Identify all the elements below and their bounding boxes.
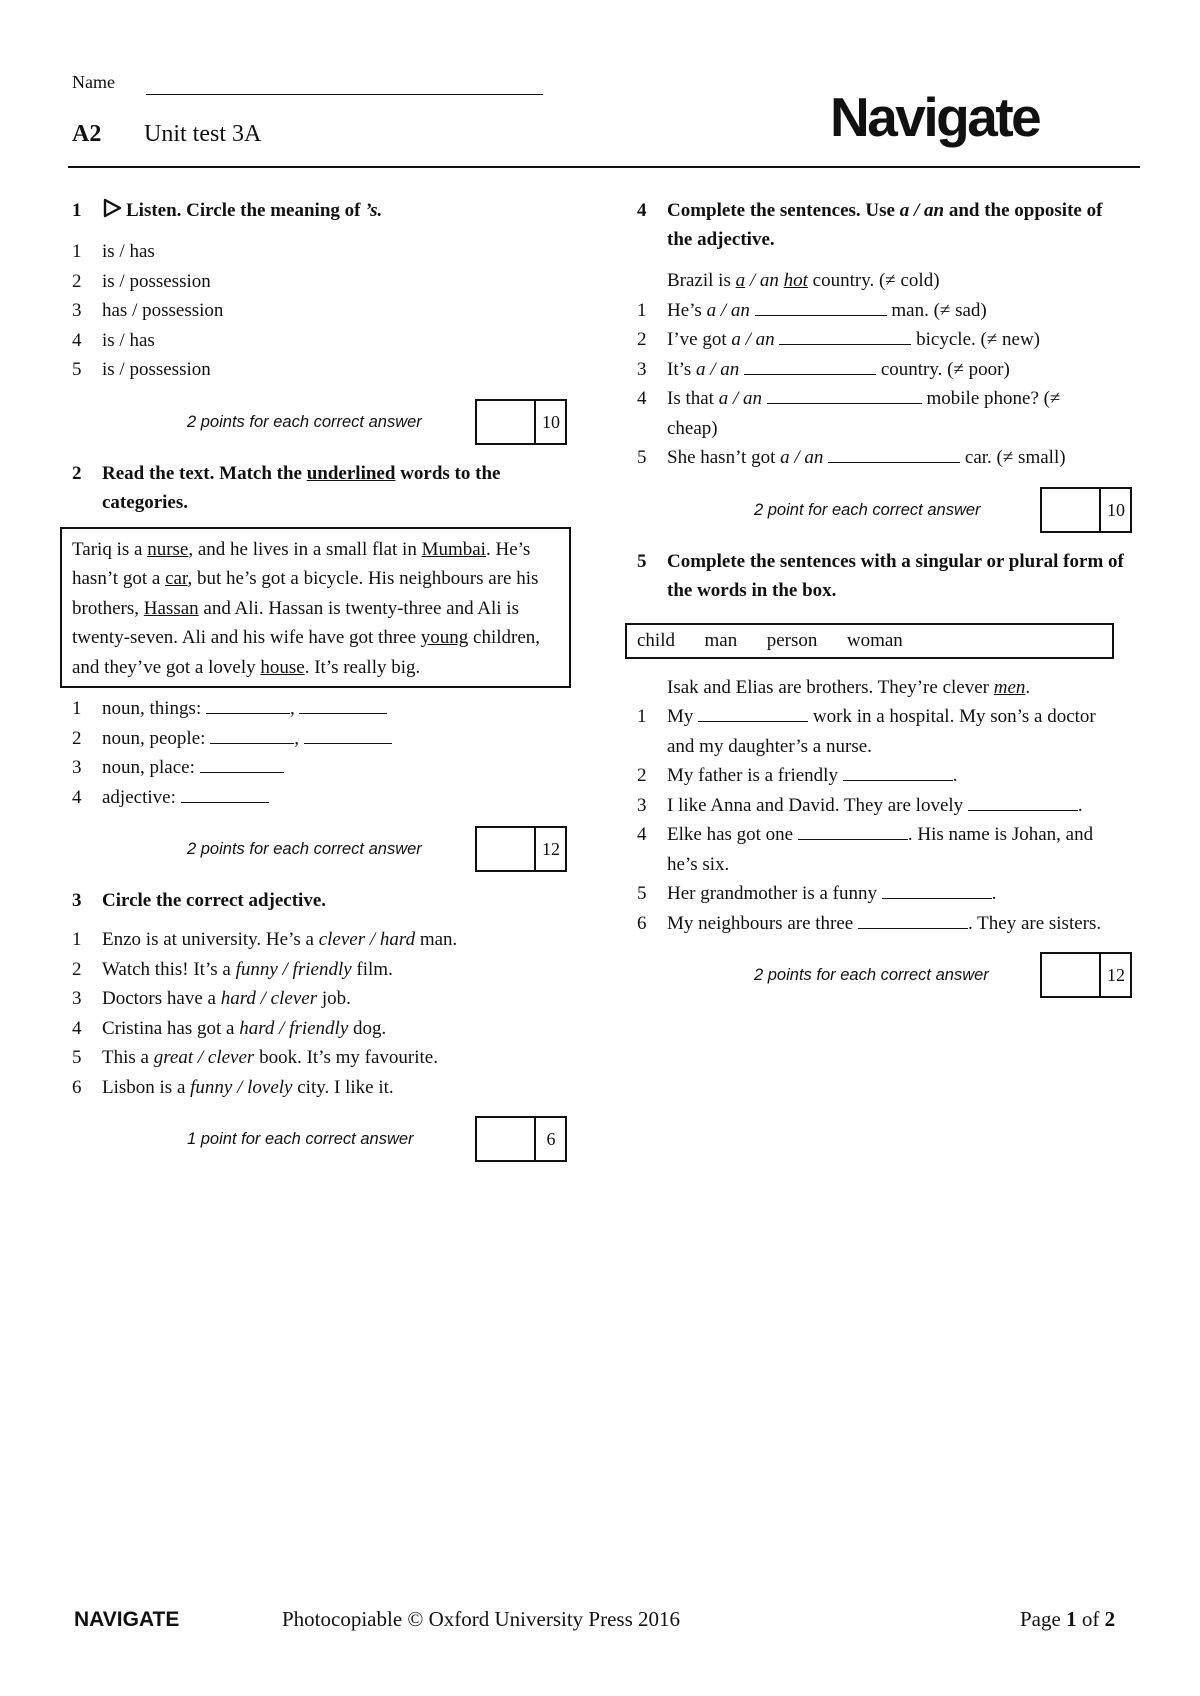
play-audio-icon[interactable] [102,198,122,227]
answer-choice[interactable]: funny / lovely [190,1076,293,1098]
list-item: 4 adjective: [72,783,572,813]
list-item: 5 She hasn’t got a / an car. (≠ small) [637,443,1137,473]
list-item[interactable]: 3 has / possession [72,300,224,321]
list-item: 4 Is that a / an mobile phone? (≠ cheap) [637,384,1097,443]
score-row [72,1116,572,1166]
answer-blank[interactable] [968,792,1078,811]
score-row [72,399,572,449]
score-row [72,826,572,876]
question-2 [72,459,572,877]
list-item: 3 I like Anna and David. They are lovely . [637,791,1107,821]
list-item: 5 This a great / clever book. It’s my favourite. [72,1047,438,1068]
list-item: 1 noun, things: , [72,694,572,724]
question-2-items [72,694,572,812]
list-item: 1 My work in a hospital. My son’s a doctor and my daughter’s a nurse. [637,702,1107,761]
answer-choice[interactable]: hard / clever [220,988,318,1009]
list-item: 6 Lisbon is a funny / lovely city. I like it. [72,1076,394,1098]
test-title: Unit test 3A [144,121,262,147]
question-3 [72,886,572,1166]
question-4-instruction: 4 Complete the sentences. Use a / an and the opposite of the adjective. [637,200,1103,250]
list-item[interactable]: 5 is / possession [72,359,211,380]
answer-blank[interactable] [299,695,387,714]
list-item: 2 My father is a friendly . [637,761,1107,791]
list-item: 2 I’ve got a / an bicycle. (≠ new) [637,325,1137,355]
score-label: 1 point for each correct answer [187,1130,414,1148]
example-sentence: Isak and Elias are brothers. They’re clever men. [667,676,1031,698]
question-1-items [72,237,572,385]
left-column [72,196,572,1166]
score-total: 10 [542,411,560,432]
answer-blank[interactable] [798,821,908,840]
question-1-instruction: 1 Listen. Circle the meaning of ’s. [72,196,572,227]
list-item: 3 noun, place: [72,753,572,783]
answer-blank[interactable] [779,326,911,345]
list-item: 3 It’s a / an country. (≠ poor) [637,355,1137,385]
score-label: 2 points for each correct answer [754,966,989,984]
example-sentence: Brazil is a / an hot country. (≠ cold) [667,270,940,291]
question-5-instruction: 5 Complete the sentences with a singular or plural form of the words in the box. [637,550,1124,601]
name-line[interactable] [146,94,543,95]
right-column [637,196,1137,1002]
footer-brand: NAVIGATE [74,1608,180,1631]
brand-logo: Navigate [830,86,1040,148]
question-4-items [637,296,1137,473]
list-item: 1 He’s a / an man. (≠ sad) [637,296,1137,326]
footer-copyright: Photocopiable © Oxford University Press 2016 [282,1607,680,1631]
answer-blank[interactable] [200,754,284,773]
answer-blank[interactable] [843,762,953,781]
answer-blank[interactable] [210,725,294,744]
score-row [637,487,1137,537]
score-label: 2 point for each correct answer [754,500,981,519]
word-box: child man person woman [625,623,1114,659]
name-label: Name [72,72,115,92]
question-number: 1 [72,200,82,221]
score-total: 10 [1107,499,1125,520]
list-item: 1 Enzo is at university. He’s a clever / hard man. [72,929,458,950]
question-1 [72,196,572,449]
list-item: 6 My neighbours are three . They are sisters. [637,909,1107,939]
question-3-items [72,925,572,1102]
level-label: A2 [72,121,102,147]
score-total: 12 [542,839,560,859]
list-item: 4 Elke has got one . His name is Johan, and he’s six. [637,820,1107,879]
score-row [637,952,1137,1002]
question-2-instruction: 2 Read the text. Match the underlined words to the categories. [72,462,501,513]
list-item[interactable]: 4 is / has [72,329,155,351]
answer-blank[interactable] [755,297,887,316]
score-total: 6 [546,1129,556,1149]
answer-blank[interactable] [744,356,876,375]
score-box[interactable] [475,826,567,872]
answer-blank[interactable] [181,784,269,803]
score-box[interactable] [475,1116,567,1162]
score-label: 2 points for each correct answer [187,412,422,431]
score-box[interactable] [1040,952,1132,998]
answer-blank[interactable] [206,695,290,714]
list-item: 5 Her grandmother is a funny . [637,879,1107,909]
list-item: 2 noun, people: , [72,724,572,754]
question-4 [637,196,1137,537]
answer-choice[interactable]: a / an [731,329,775,350]
answer-choice[interactable]: great / clever [153,1047,255,1068]
score-box[interactable] [1040,487,1132,533]
list-item: 2 Watch this! It’s a funny / friendly film. [72,958,393,980]
question-3-instruction: 3 Circle the correct adjective. [72,890,327,911]
score-total: 12 [1107,965,1125,985]
score-label: 2 points for each correct answer [187,840,422,858]
list-item[interactable]: 1 is / has [72,241,155,262]
list-item: 4 Cristina has got a hard / friendly dog. [72,1017,387,1039]
question-5-items [637,702,1107,938]
page-number: Page 1 of 2 [1020,1607,1116,1631]
answer-choice[interactable]: hard / friendly [239,1017,349,1039]
question-5 [637,547,1137,1003]
list-item[interactable]: 2 is / possession [72,270,211,292]
reading-passage: Tariq is a nurse, and he lives in a small flat in Mumbai. He’s hasn’t got a car, but he’s got a bicycle. His neighbours are his brothers, Hassan and Ali. Hassan is twenty-three and Ali is twenty-seven. Ali and his wife have got three young children, and they’ve got a lovely house. It’s really big. [60,527,571,689]
list-item: 3 Doctors have a hard / clever job. [72,988,351,1009]
answer-blank[interactable] [882,880,992,899]
answer-choice[interactable]: clever / hard [318,929,416,950]
answer-choice[interactable]: a / an [696,358,740,380]
answer-choice[interactable]: a / an [718,388,762,409]
header-rule [68,166,1140,168]
score-box[interactable] [475,399,567,445]
answer-blank[interactable] [828,444,960,463]
answer-choice[interactable]: a / an [706,299,750,321]
answer-blank[interactable] [767,385,922,404]
answer-blank[interactable] [698,703,808,722]
answer-blank[interactable] [304,725,392,744]
answer-choice[interactable]: funny / friendly [235,958,352,980]
answer-blank[interactable] [858,910,968,929]
answer-choice[interactable]: a / an [780,447,824,468]
